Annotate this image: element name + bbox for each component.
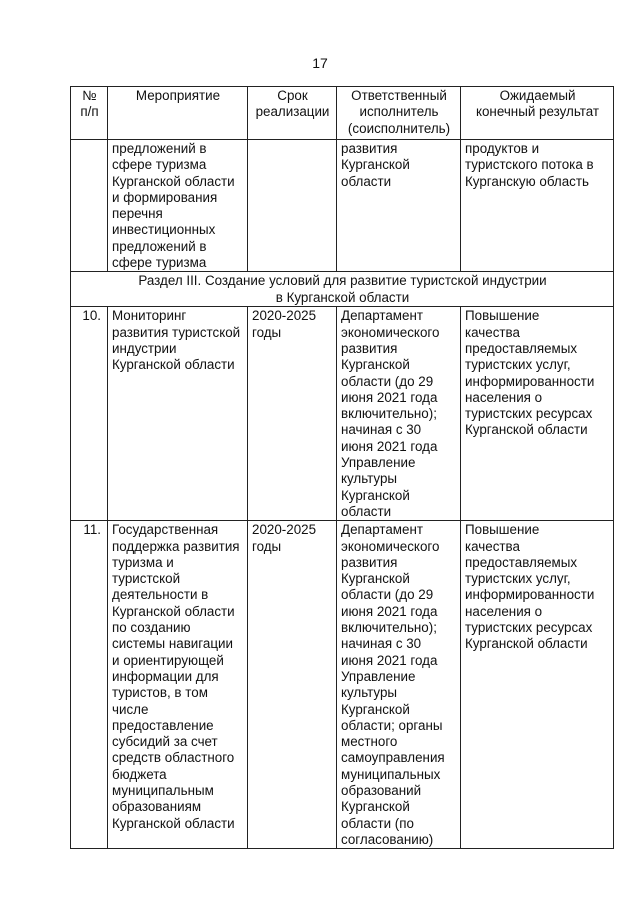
cell-result: Повышение качества предоставляемых туристских услуг, информированности населения о туристских ресурсах Курганской области: [461, 307, 614, 521]
cell-responsible: Департамент экономического развития Курганской области (до 29 июня 2021 года включительно); начиная с 30 июня 2021 года Управление культуры Курганской области; органы местного самоуправления муниципальных образований Курганской области (по согласованию): [337, 521, 461, 849]
header-result: Ожидаемый конечный результат: [461, 87, 614, 140]
header-number: № п/п: [71, 87, 108, 140]
cell-activity: Государственная поддержка развития туризма и туристской деятельности в Курганской области по созданию системы навигации и ориентирующей информации для туристов, в том числе предоставление субсидий за счет средств областного бюджета муниципальным образованиям Курганской области: [108, 521, 248, 849]
cell-responsible: развития Курганской области: [337, 140, 461, 272]
cell-activity: предложений в сфере туризма Курганской области и формирования перечня инвестиционных предложений в сфере туризма: [108, 140, 248, 272]
cell-number: 10.: [71, 307, 108, 521]
section-row: [71, 272, 614, 307]
header-responsible: Ответственный исполнитель (соисполнитель): [337, 87, 461, 140]
cell-responsible: Департамент экономического развития Курганской области (до 29 июня 2021 года включительно); начиная с 30 июня 2021 года Управление культуры Курганской области: [337, 307, 461, 521]
table-row: [71, 140, 614, 272]
cell-number: 11.: [71, 521, 108, 849]
cell-period: 2020-2025 годы: [248, 307, 337, 521]
header-period: Срок реализации: [248, 87, 337, 140]
header-activity: Мероприятие: [108, 87, 248, 140]
section-title: Раздел III. Создание условий для развитие туристской индустрии в Курганской области: [71, 272, 614, 307]
plan-table: [70, 86, 614, 849]
table-row: [71, 521, 614, 849]
table-header-row: [71, 87, 614, 140]
cell-result: Повышение качества предоставляемых туристских услуг, информированности населения о туристских ресурсах Курганской области: [461, 521, 614, 849]
cell-result: продуктов и туристского потока в Курганскую область: [461, 140, 614, 272]
table-row: [71, 307, 614, 521]
cell-number: [71, 140, 108, 272]
cell-period: 2020-2025 годы: [248, 521, 337, 849]
cell-activity: Мониторинг развития туристской индустрии Курганской области: [108, 307, 248, 521]
page-number: 17: [312, 55, 328, 71]
cell-period: [248, 140, 337, 272]
